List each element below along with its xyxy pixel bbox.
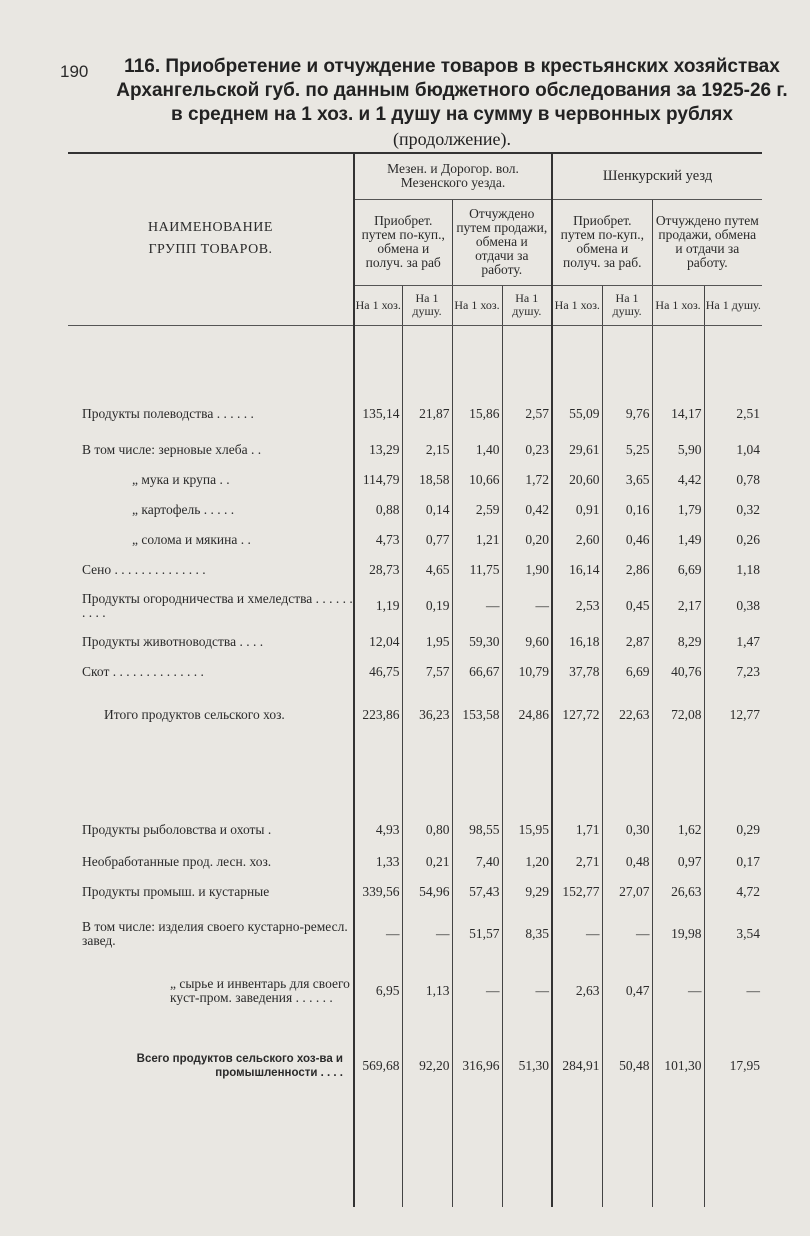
value-cell: 7,23 (704, 657, 762, 687)
value-cell: 29,61 (552, 435, 602, 465)
row-label: „ сырье и инвентарь для своего куст-пром. заведения . . . . . . (170, 976, 350, 1005)
value-cell: 51,57 (452, 907, 502, 961)
value-cell: — (502, 585, 552, 627)
value-cell: 135,14 (354, 393, 402, 435)
value-cell: 0,16 (602, 495, 652, 525)
table-row (68, 877, 762, 907)
value-cell: 1,79 (652, 495, 704, 525)
value-cell: 92,20 (402, 1021, 452, 1111)
value-cell: 10,66 (452, 465, 502, 495)
value-cell: — (452, 585, 502, 627)
row-label: В том числе: зерновые хлеба . . (82, 442, 262, 457)
value-cell: 0,80 (402, 813, 452, 847)
table-row (68, 435, 762, 465)
value-cell: 0,42 (502, 495, 552, 525)
value-cell: 0,29 (704, 813, 762, 847)
value-cell: 36,23 (402, 687, 452, 743)
acquired-header-1: Приобрет. путем по-куп., обмена и получ. за раб (354, 199, 452, 285)
value-cell: — (704, 961, 762, 1021)
value-cell: 152,77 (552, 877, 602, 907)
value-cell: 1,71 (552, 813, 602, 847)
value-cell: 0,91 (552, 495, 602, 525)
value-cell: 1,72 (502, 465, 552, 495)
value-cell: 0,46 (602, 525, 652, 555)
value-cell: 2,60 (552, 525, 602, 555)
value-cell: 2,71 (552, 847, 602, 877)
row-label: Необработанные прод. лесн. хоз. (82, 854, 272, 869)
value-cell: 3,65 (602, 465, 652, 495)
value-cell: 0,45 (602, 585, 652, 627)
value-cell: 0,17 (704, 847, 762, 877)
value-cell: 223,86 (354, 687, 402, 743)
value-cell: 59,30 (452, 627, 502, 657)
table-row (68, 687, 762, 743)
value-cell: 20,60 (552, 465, 602, 495)
value-cell: 10,79 (502, 657, 552, 687)
value-cell: 13,29 (354, 435, 402, 465)
value-cell: 1,19 (354, 585, 402, 627)
unit-per-soul: На 1 душу. (502, 285, 552, 325)
value-cell: 7,40 (452, 847, 502, 877)
table-row (68, 907, 762, 961)
row-label: Продукты животноводства . . . . (82, 634, 264, 649)
value-cell: 4,73 (354, 525, 402, 555)
value-cell: 153,58 (452, 687, 502, 743)
value-cell: 16,14 (552, 555, 602, 585)
value-cell: 57,43 (452, 877, 502, 907)
value-cell: 26,63 (652, 877, 704, 907)
unit-per-household: На 1 хоз. (552, 285, 602, 325)
unit-per-household: На 1 хоз. (652, 285, 704, 325)
row-label: Продукты полеводства . . . . . . (82, 406, 254, 421)
value-cell: 1,13 (402, 961, 452, 1021)
value-cell: 316,96 (452, 1021, 502, 1111)
title-line-1: 116. Приобретение и отчуждение товаров в крестьянских хозяйствах (124, 56, 780, 77)
value-cell: 14,17 (652, 393, 704, 435)
value-cell: 4,42 (652, 465, 704, 495)
unit-per-soul: На 1 душу. (602, 285, 652, 325)
table-row (68, 393, 762, 435)
value-cell: 12,77 (704, 687, 762, 743)
row-label: „ солома и мякина . . (132, 532, 251, 547)
value-cell: 1,21 (452, 525, 502, 555)
region-mezen-header: Мезен. и Дорогор. вол. Мезенского уезда. (354, 153, 552, 199)
row-label: В том числе: изделия своего кустарно-ремесл. завед. (82, 919, 348, 948)
value-cell: 0,14 (402, 495, 452, 525)
table-title (112, 55, 792, 151)
title-continued: (продолжение). (393, 129, 511, 149)
value-cell: 0,78 (704, 465, 762, 495)
acquired-header-2: Приобрет. путем по-куп., обмена и получ. за раб. (552, 199, 652, 285)
value-cell: 284,91 (552, 1021, 602, 1111)
table-row (68, 961, 762, 1021)
spacer-row (68, 1111, 762, 1207)
value-cell: — (452, 961, 502, 1021)
value-cell: — (652, 961, 704, 1021)
value-cell: 40,76 (652, 657, 704, 687)
value-cell: 22,63 (602, 687, 652, 743)
value-cell: 0,21 (402, 847, 452, 877)
value-cell: 0,77 (402, 525, 452, 555)
value-cell: 2,17 (652, 585, 704, 627)
value-cell: 2,57 (502, 393, 552, 435)
value-cell: 15,86 (452, 393, 502, 435)
row-label: Продукты огородничества и хмеледства . . . . . . . . . . (82, 591, 353, 620)
value-cell: 46,75 (354, 657, 402, 687)
value-cell: — (502, 961, 552, 1021)
spacer-row (68, 743, 762, 813)
table-row (68, 555, 762, 585)
table-row (68, 585, 762, 627)
value-cell: 127,72 (552, 687, 602, 743)
alienated-header-1: Отчуждено путем продажи, обмена и отдачи за работу. (452, 199, 552, 285)
value-cell: 1,95 (402, 627, 452, 657)
value-cell: 55,09 (552, 393, 602, 435)
value-cell: 1,47 (704, 627, 762, 657)
data-table (68, 152, 762, 1207)
value-cell: — (602, 907, 652, 961)
value-cell: 6,95 (354, 961, 402, 1021)
value-cell: 101,30 (652, 1021, 704, 1111)
row-label: Скот . . . . . . . . . . . . . . (82, 664, 204, 679)
value-cell: 18,58 (402, 465, 452, 495)
value-cell: 17,95 (704, 1021, 762, 1111)
value-cell: 72,08 (652, 687, 704, 743)
value-cell: 0,19 (402, 585, 452, 627)
table-row (68, 847, 762, 877)
value-cell: 1,40 (452, 435, 502, 465)
value-cell: 37,78 (552, 657, 602, 687)
value-cell: 0,20 (502, 525, 552, 555)
unit-per-soul: На 1 душу. (402, 285, 452, 325)
value-cell: 339,56 (354, 877, 402, 907)
table-row (68, 813, 762, 847)
value-cell: 15,95 (502, 813, 552, 847)
value-cell: 2,53 (552, 585, 602, 627)
value-cell: 9,29 (502, 877, 552, 907)
value-cell: 0,88 (354, 495, 402, 525)
value-cell: 6,69 (652, 555, 704, 585)
page-number: 190 (60, 62, 89, 81)
title-line-2: Архангельской губ. по данным бюджетного обследования за 1925-26 г. (116, 80, 788, 101)
row-label: „ картофель . . . . . (132, 502, 235, 517)
value-cell: 9,60 (502, 627, 552, 657)
value-cell: 1,90 (502, 555, 552, 585)
value-cell: 1,18 (704, 555, 762, 585)
value-cell: 2,59 (452, 495, 502, 525)
value-cell: 0,32 (704, 495, 762, 525)
value-cell: 19,98 (652, 907, 704, 961)
value-cell: 27,07 (602, 877, 652, 907)
value-cell: 8,29 (652, 627, 704, 657)
table-row (68, 465, 762, 495)
unit-per-household: На 1 хоз. (452, 285, 502, 325)
row-label: „ мука и крупа . . (132, 472, 230, 487)
value-cell: 0,30 (602, 813, 652, 847)
value-cell: 16,18 (552, 627, 602, 657)
spacer-row (68, 325, 762, 393)
unit-per-soul: На 1 душу. (704, 285, 762, 325)
value-cell: 7,57 (402, 657, 452, 687)
value-cell: 50,48 (602, 1021, 652, 1111)
value-cell: 0,97 (652, 847, 704, 877)
value-cell: 6,69 (602, 657, 652, 687)
value-cell: 4,72 (704, 877, 762, 907)
value-cell: — (402, 907, 452, 961)
value-cell: 21,87 (402, 393, 452, 435)
table-row (68, 1021, 762, 1111)
row-label: Продукты рыболовства и охоты . (82, 822, 272, 837)
value-cell: 0,48 (602, 847, 652, 877)
row-label: Сено . . . . . . . . . . . . . . (82, 562, 206, 577)
value-cell: 1,20 (502, 847, 552, 877)
value-cell: 1,49 (652, 525, 704, 555)
value-cell: 2,15 (402, 435, 452, 465)
value-cell: 5,25 (602, 435, 652, 465)
value-cell: 0,38 (704, 585, 762, 627)
value-cell: 4,93 (354, 813, 402, 847)
value-cell: 2,51 (704, 393, 762, 435)
value-cell: 51,30 (502, 1021, 552, 1111)
value-cell: 3,54 (704, 907, 762, 961)
value-cell: 11,75 (452, 555, 502, 585)
value-cell: 569,68 (354, 1021, 402, 1111)
name-column-header: НАИМЕНОВАНИЕ ГРУПП ТОВАРОВ. (68, 153, 354, 325)
value-cell: — (354, 907, 402, 961)
value-cell: 2,86 (602, 555, 652, 585)
value-cell: 1,04 (704, 435, 762, 465)
value-cell: 98,55 (452, 813, 502, 847)
value-cell: 0,47 (602, 961, 652, 1021)
value-cell: 66,67 (452, 657, 502, 687)
region-shenkursk-header: Шенкурский уезд (552, 153, 762, 199)
value-cell: — (552, 907, 602, 961)
table-row (68, 627, 762, 657)
value-cell: 114,79 (354, 465, 402, 495)
row-label: Продукты промыш. и кустарные (82, 884, 270, 899)
value-cell: 4,65 (402, 555, 452, 585)
value-cell: 2,63 (552, 961, 602, 1021)
value-cell: 24,86 (502, 687, 552, 743)
value-cell: 28,73 (354, 555, 402, 585)
value-cell: 1,33 (354, 847, 402, 877)
title-line-3: в среднем на 1 хоз. и 1 душу на сумму в червонных рублях (171, 104, 733, 125)
unit-per-household: На 1 хоз. (354, 285, 402, 325)
table-row (68, 525, 762, 555)
value-cell: 54,96 (402, 877, 452, 907)
table-row (68, 657, 762, 687)
alienated-header-2: Отчуждено путем продажи, обмена и отдачи за работу. (652, 199, 762, 285)
table-row (68, 495, 762, 525)
value-cell: 9,76 (602, 393, 652, 435)
value-cell: 0,26 (704, 525, 762, 555)
value-cell: 0,23 (502, 435, 552, 465)
row-label: Всего продуктов сельского хоз-ва и промышленности . . . . (136, 1053, 343, 1079)
value-cell: 2,87 (602, 627, 652, 657)
value-cell: 12,04 (354, 627, 402, 657)
value-cell: 8,35 (502, 907, 552, 961)
value-cell: 1,62 (652, 813, 704, 847)
row-label: Итого продуктов сельского хоз. (104, 707, 285, 722)
value-cell: 5,90 (652, 435, 704, 465)
